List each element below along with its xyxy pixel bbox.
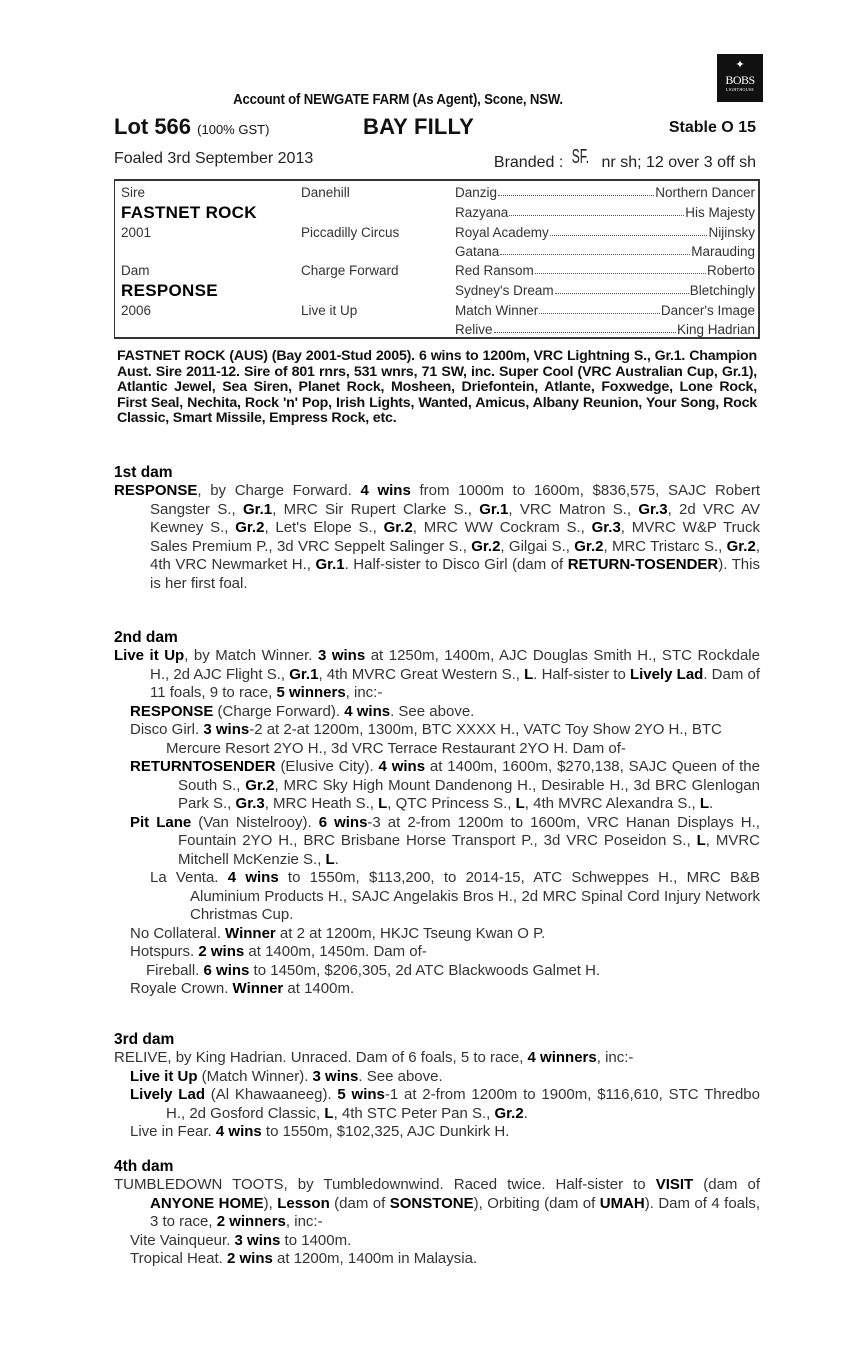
branded-label: Branded : (493, 154, 564, 171)
logo-subtitle: LIGHTHOUSE (725, 87, 755, 92)
text: . (523, 1104, 528, 1122)
bold-text: Winner (225, 924, 276, 942)
first-dam-section (114, 464, 760, 593)
ancestor-row (455, 244, 755, 259)
ancestor: Red Ransom (455, 263, 534, 278)
text: , MVRC W&P Truck Sales Premium P., 3d VRC Seppelt Salinger S., (150, 519, 760, 555)
text: No Collateral. (130, 924, 226, 942)
foaled-date: Foaled 3rd September 2013 (114, 150, 314, 167)
text: , MVRC Mitchell McKenzie S., (178, 832, 760, 868)
text: at 1400m. (283, 980, 355, 997)
bold-text: 3 wins (317, 647, 366, 664)
text: (dam of (693, 1176, 760, 1193)
text: -2 at 2-at 1200m, 1300m, BTC XXXX H., VATC Toy Show 2YO H., BTC Mercure Resort 2YO H., 3d VRC Terrace Restaurant 2YO H. Dam of- (166, 721, 722, 757)
text: , 2d VRC AV Kewney S., (150, 500, 761, 536)
ancestor: Razyana (455, 205, 509, 220)
bold-text: SONSTONE (389, 1194, 474, 1212)
text: at 1250m, 1400m, AJC Douglas Smith H., STC Rockdale H., 2d AJC Flight S., (150, 647, 760, 683)
text: at 2 at 1200m, HKJC Tseung Kwan O P. (275, 924, 546, 942)
ancestor-sire: Marauding (691, 244, 755, 259)
bold-text: L (524, 665, 534, 683)
bold-text: Lively Lad (130, 1086, 205, 1103)
ancestor-row (455, 283, 755, 298)
bold-text: 2 winners (216, 1213, 286, 1230)
ancestor-sire: Dancer's Image (660, 303, 755, 318)
ancestor-row (455, 225, 755, 240)
bold-text: ANYONE HOME (150, 1194, 264, 1212)
grand-progeny-entry (114, 869, 760, 925)
gst-note: (100% GST) (197, 122, 270, 137)
bold-text: Lively Lad (629, 665, 704, 683)
bobs-logo (717, 54, 763, 102)
ancestor: Relive (455, 322, 493, 337)
text: , MRC Sir Rupert Clarke S., (272, 500, 480, 518)
sire-year: 2001 (121, 225, 152, 240)
text: La Venta. (150, 869, 228, 886)
text: to 1550m, $113,200, to 2014-15, ATC Schweppes H., MRC B&B Aluminium Products H., SAJC Angelakis Bros H., 2d MRC Spinal Cord Injury Network Christmas Cup. (190, 869, 760, 923)
bold-text: 3 wins (312, 1067, 359, 1085)
progeny-entry (114, 1250, 760, 1269)
third-dam-text (114, 1049, 760, 1068)
bold-text: Gr.1 (289, 665, 319, 683)
text: (Elusive City). (275, 758, 379, 775)
text: to 1400m. (280, 1231, 352, 1249)
bold-text: Gr.2 (574, 537, 604, 555)
grand-progeny-entry (114, 758, 760, 814)
ancestor-sire: His Majesty (685, 205, 755, 220)
bold-text: 2 wins (226, 1250, 273, 1267)
text: Tropical Heat. (130, 1250, 227, 1267)
vendor-account: Account of NEWGATE FARM (As Agent), Scone, NSW. (233, 91, 563, 108)
horse-description: BAY FILLY (363, 114, 475, 139)
bold-text: 3 wins (234, 1231, 281, 1249)
text: , by Charge Forward. (197, 482, 361, 499)
section-heading: 2nd dam (114, 629, 178, 646)
branded-detail: nr sh; 12 over 3 off sh (601, 154, 756, 171)
text: Vite Vainqueur. (130, 1231, 235, 1249)
bold-text: L (325, 850, 335, 868)
text: , inc:- (285, 1213, 323, 1230)
grand-progeny-entry (114, 814, 760, 870)
progeny-entry (114, 703, 760, 722)
ancestor: Match Winner (455, 303, 539, 318)
pedigree-table (114, 179, 760, 339)
text: to 1450m, $206,305, 2d ATC Blackwoods Galmet H. (249, 961, 601, 979)
text: , 4th MVRC Great Western S., (318, 665, 525, 683)
progeny-entry (114, 1086, 760, 1123)
text: , Gilgai S., (500, 537, 575, 555)
text: , 4th VRC Newmarket H., (150, 537, 760, 573)
bold-text: 4 wins (344, 702, 391, 720)
text: from 1000m to 1600m, $836,575, SAJC Robert Sangster S., (150, 482, 760, 518)
bold-text: Live it Up (130, 1067, 198, 1085)
sire-summary: FASTNET ROCK (AUS) (Bay 2001-Stud 2005). 6 wins to 1200m, VRC Lightning S., Gr.1. Champion Aust. Sire 2011-12. Sire of 801 rnrs, 531 wnrs, 71 SW, inc. Super Cool (VRC Australian Cup, Gr.1), Atlantic Jewel, Sea Siren, Planet Rock, Mosheen, Driefontein, Atlante, Foxwedge, Lone Rock, First Seal, Nechita, Rock 'n' Pop, Irish Lights, Wanted, Amicus, Albany Reunion, Your Song, Rock Classic, Smart Missile, Empress Rock, etc. (117, 348, 757, 426)
bold-text: Pit Lane (130, 813, 192, 831)
text: ). Dam of 4 foals, 3 to race, (150, 1194, 760, 1230)
lot-label: Lot 566 (114, 114, 192, 139)
bold-text: L (699, 795, 710, 812)
dam-label: Dam (121, 263, 150, 278)
sire-label: Sire (121, 185, 146, 200)
ancestor-row (455, 303, 755, 318)
bold-text: L (515, 795, 525, 812)
first-dam-text (114, 482, 760, 593)
ancestor: Sydney's Dream (455, 283, 554, 298)
dam-name: RESPONSE (121, 281, 218, 300)
bold-text: RETURNTOSENDER (130, 758, 276, 775)
bold-text: 4 wins (227, 869, 279, 886)
text: , MRC Tristarc S., (603, 537, 727, 555)
bird-logo-icon: ✦ (735, 59, 745, 71)
text: (dam of (329, 1194, 390, 1212)
bold-text: Live it Up (114, 647, 185, 664)
text: Live in Fear. (130, 1123, 216, 1140)
logo-name: BOBS (725, 73, 755, 87)
progeny-entry (114, 980, 760, 999)
bold-text: RESPONSE (130, 702, 214, 720)
text: RELIVE, by King Hadrian. Unraced. Dam of 6 foals, 5 to race, (114, 1049, 528, 1066)
ancestor-row (455, 322, 755, 337)
grandsire-paternal: Danehill (301, 185, 350, 200)
bold-text: Gr.3 (638, 500, 668, 518)
text: . See above. (358, 1067, 443, 1085)
third-dam-section (114, 1031, 760, 1142)
text: (Van Nistelrooy). (191, 813, 319, 831)
fourth-dam-section (114, 1158, 760, 1269)
text: Hotspurs. (130, 943, 199, 960)
bold-text: 2 wins (198, 943, 245, 960)
bold-text: Gr.2 (471, 537, 501, 555)
ancestor: Gatana (455, 244, 500, 259)
lot-number (114, 114, 269, 140)
bold-text: Gr.1 (479, 500, 509, 518)
ancestor-row (455, 205, 755, 220)
progeny-entry (114, 943, 760, 962)
bold-text: 3 wins (203, 721, 250, 738)
ancestor: Royal Academy (455, 225, 549, 240)
ancestor-sire: Bletchingly (689, 283, 755, 298)
fourth-dam-text (114, 1176, 760, 1232)
bold-text: RETURN-TOSENDER (567, 556, 719, 573)
bold-text: 5 winners (276, 684, 346, 701)
ancestor: Danzig (455, 185, 498, 200)
text: Royale Crown. (130, 980, 233, 997)
text: , MRC Heath S., (264, 795, 379, 812)
section-heading: 4th dam (114, 1158, 174, 1175)
bold-text: UMAH (599, 1194, 645, 1212)
text: at 1400m, 1600m, $270,138, SAJC Queen of the South S., (178, 758, 760, 794)
text: , MRC WW Cockram S., (412, 519, 592, 536)
bold-text: VISIT (655, 1176, 694, 1193)
section-heading: 3rd dam (114, 1031, 175, 1048)
bold-text: Gr.1 (242, 500, 273, 518)
text: , QTC Princess S., (387, 795, 516, 812)
grandsire-maternal: Charge Forward (301, 263, 399, 278)
ancestor-sire: Nijinsky (708, 225, 755, 240)
granddam-paternal: Piccadilly Circus (301, 225, 400, 240)
stable-number: Stable O 15 (668, 119, 756, 136)
bold-text: L (324, 1104, 334, 1122)
bold-text: Lesson (277, 1194, 330, 1212)
second-dam-text (114, 647, 760, 703)
bold-text: Gr.2 (235, 519, 265, 536)
bold-text: Gr.2 (245, 776, 275, 794)
text: (Match Winner). (197, 1067, 313, 1085)
bold-text: 4 wins (360, 482, 411, 499)
text: . (709, 795, 714, 812)
text: , by Match Winner. (184, 647, 318, 664)
text: ). This is her first foal. (150, 556, 760, 592)
progeny-entry (114, 925, 760, 944)
bold-text: Gr.2 (726, 537, 756, 555)
text: (Al Khawaaneeg). (204, 1086, 338, 1103)
text: -3 at 2-from 1200m to 1600m, VRC Hanan Displays H., Fountain 2YO H., BRC Brisbane Horse Transport P., 3d VRC Poseidon S., (178, 813, 760, 849)
ancestor-sire: King Hadrian (676, 322, 755, 337)
granddam-maternal: Live it Up (301, 303, 358, 318)
text: ), (263, 1194, 278, 1212)
bold-text: RESPONSE (114, 482, 198, 499)
ancestor-sire: Northern Dancer (655, 185, 755, 200)
bold-text: Gr.2 (494, 1104, 524, 1122)
text: , MRC Sky High Mount Dandenong H., Desirable H., 3d BRC Glenlogan Park S., (178, 776, 760, 812)
bold-text: 4 wins (215, 1123, 262, 1140)
text: -1 at 2-from 1200m to 1900m, $116,610, STC Thredbo H., 2d Gosford Classic, (166, 1086, 760, 1122)
text: , Let's Elope S., (264, 519, 384, 536)
bold-text: Winner (232, 980, 284, 997)
bold-text: 6 wins (318, 813, 368, 831)
progeny-entry (114, 1232, 760, 1251)
text: . Half-sister to Disco Girl (dam of (344, 556, 568, 573)
text: Fireball. (146, 961, 204, 979)
bold-text: 4 winners (527, 1049, 597, 1066)
bold-text: Gr.3 (235, 795, 265, 812)
bold-text: L (378, 795, 388, 812)
second-dam-section (114, 629, 760, 999)
text: , inc:- (596, 1049, 634, 1066)
bold-text: L (696, 832, 706, 849)
bold-text: 6 wins (203, 961, 250, 979)
progeny-entry (114, 1068, 760, 1087)
bold-text: 4 wins (378, 758, 426, 775)
text: . Dam of 11 foals, 9 to race, (150, 665, 761, 701)
dam-year: 2006 (121, 303, 152, 318)
ancestor-sire: Roberto (706, 263, 755, 278)
progeny-entry (114, 1123, 760, 1142)
text: , inc:- (345, 684, 383, 701)
ancestor-row (455, 185, 755, 200)
progeny-entry (114, 721, 760, 758)
ancestor-row (455, 263, 755, 278)
text: . (334, 850, 339, 868)
text: at 1400m, 1450m. Dam of- (244, 943, 427, 960)
bold-text: Gr.3 (591, 519, 621, 536)
text: , 4th MVRC Alexandra S., (524, 795, 700, 812)
text: (Charge Forward). (213, 702, 345, 720)
brand-mark: SF. (571, 146, 589, 168)
grand-progeny-entry (114, 962, 760, 981)
text: TUMBLEDOWN TOOTS, by Tumbledownwind. Raced twice. Half-sister to (114, 1176, 656, 1193)
text: , 4th STC Peter Pan S., (333, 1104, 495, 1122)
bold-text: 5 wins (337, 1086, 385, 1103)
sire-name: FASTNET ROCK (121, 203, 257, 222)
bold-text: Gr.2 (383, 519, 413, 536)
lot-header (114, 114, 764, 142)
text: , VRC Matron S., (508, 500, 639, 518)
section-heading: 1st dam (114, 464, 173, 481)
text: at 1200m, 1400m in Malaysia. (272, 1250, 478, 1267)
bold-text: Gr.1 (315, 556, 345, 573)
text: to 1550m, $102,325, AJC Dunkirk H. (261, 1123, 510, 1140)
text: . Half-sister to (533, 665, 630, 683)
text: . See above. (390, 702, 475, 720)
brand-info (493, 146, 756, 173)
text: Disco Girl. (130, 721, 204, 738)
text: ), Orbiting (dam of (473, 1194, 600, 1212)
